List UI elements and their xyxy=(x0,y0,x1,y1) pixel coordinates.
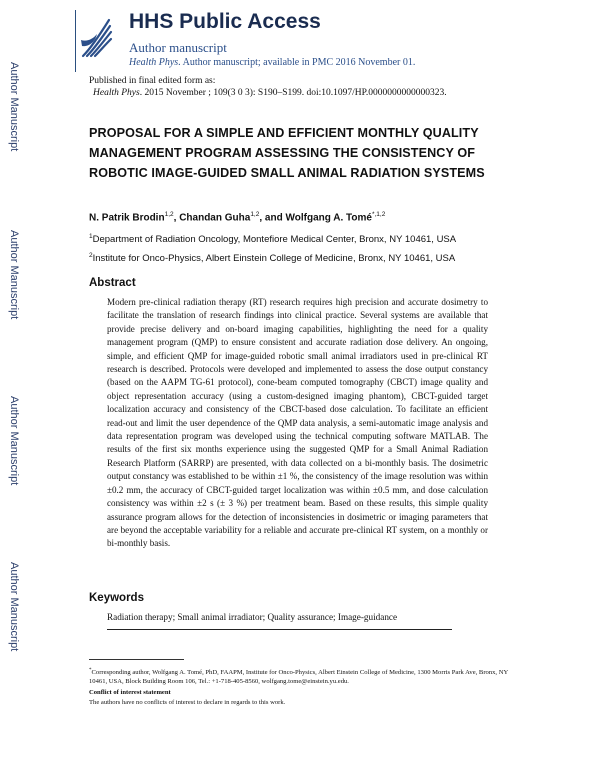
author-name: Chandan Guha xyxy=(179,212,251,224)
availability-line xyxy=(129,57,415,68)
affiliation-1 xyxy=(89,233,456,245)
author-affiliation-mark: 1,2 xyxy=(250,211,260,218)
hhs-public-access-title: HHS Public Access xyxy=(129,10,321,33)
author-manuscript-subtitle: Author manuscript xyxy=(129,40,227,55)
citation-journal: Health Phys xyxy=(93,88,140,98)
affiliation-text: Department of Radiation Oncology, Montefiore Medical Center, Bronx, NY 10461, USA xyxy=(92,234,457,246)
side-label-author-manuscript: Author Manuscript xyxy=(8,62,20,152)
affiliation-mark: 2 xyxy=(89,252,93,259)
availability-text: . Author manuscript; available in PMC 2016 November 01. xyxy=(178,57,416,68)
author-name: Wolfgang A. Tomé xyxy=(285,212,372,224)
author-name: N. Patrik Brodin xyxy=(89,212,165,224)
footnote-rule xyxy=(89,659,184,660)
citation-text: . 2015 November ; 109(3 0 3): S190–S199. doi:10.1097/HP.0000000000000323. xyxy=(139,88,447,98)
abstract-text: Modern pre-clinical radiation therapy (RT) research requires high precision and accurate dosimetry to facilitate the translation of research findings into clinical practice. Several systems are available that provide precise delivery and on-board imaging capabilities, highlighting the need for a quality management program (QMP) to ensure consistent and accurate radiation dose delivery. An ongoing, simple, and efficient QMP for image-guided robotic small animal irradiators used in pre-clinical RT research is described. Protocols were developed and implemented to assess the dose output constancy (based on the AAPM TG-61 protocol), cone-beam computed tomography (CBCT) image quality and object representation accuracy (using a custom-designed imaging phantom), CBCT-guided target localization accuracy and consistency of the CBCT-based dose calculation. To facilitate an efficient read-out and limit the user dependence of the QMP data analysis, a semi-automatic image analysis and data representation program was developed using the technical computing software MATLAB. The results of the first six months experience using the suggested QMP for a Small Animal Radiation Research Platform (SARRP) are presented, with data collected on a bi-monthly basis. The dosimetric output constancy was established to be within ±1 %, the consistency of the image resolution was within ±0.2 mm, the accuracy of CBCT-guided target localization was within ±0.5 mm, and dose calculation consistency was within ±2 s (± 3 %) per treatment beam. Based on these results, this simple quality assurance program allows for the detection of inconsistencies in dosimetric or imaging parameters that are beyond the acceptable variability for a reliable and accurate pre-clinical RT system, on a monthly or bi-monthly basis. xyxy=(107,297,488,549)
author-separator: , xyxy=(173,212,180,224)
affiliation-text: Institute for Onco-Physics, Albert Einstein College of Medicine, Bronx, NY 10461, USA xyxy=(92,253,456,265)
side-label-author-manuscript: Author Manuscript xyxy=(8,562,20,652)
keywords-text: Radiation therapy; Small animal irradiator; Quality assurance; Image-guidance xyxy=(107,612,398,622)
side-label-author-manuscript: Author Manuscript xyxy=(8,230,20,320)
citation-line xyxy=(93,88,447,98)
author-affiliation-mark: 1,2 xyxy=(164,211,174,218)
keywords-heading: Keywords xyxy=(89,592,144,604)
conflict-heading: Conflict of interest statement xyxy=(89,689,171,696)
author-affiliation-mark: *,1,2 xyxy=(371,211,386,218)
corresponding-author-footnote xyxy=(89,666,509,687)
affiliation-mark: 1 xyxy=(89,233,93,240)
side-label-author-manuscript: Author Manuscript xyxy=(8,396,20,486)
article-title: PROPOSAL FOR A SIMPLE AND EFFICIENT MONTHLY QUALITY MANAGEMENT PROGRAM ASSESSING THE CONSISTENCY OF ROBOTIC IMAGE-GUIDED SMALL ANIMAL RADIATION SYSTEMS xyxy=(89,126,485,180)
section-divider xyxy=(107,629,452,630)
abstract-heading: Abstract xyxy=(89,277,136,289)
hhs-eagle-logo-icon xyxy=(79,12,113,62)
affiliation-2 xyxy=(89,252,455,264)
journal-name: Health Phys xyxy=(129,57,179,68)
author-list xyxy=(89,211,385,223)
header-divider xyxy=(75,10,76,72)
footnote-mark: * xyxy=(89,668,92,673)
conflict-statement: The authors have no conflicts of interest to declare in regards to this work. xyxy=(89,699,286,706)
published-final-form: Published in final edited form as: xyxy=(89,76,216,86)
corresponding-author-text: Corresponding author, Wolfgang A. Tomé, PhD, FAAPM, Institute for Onco-Physics, Albert Einstein College of Medicine, 1300 Morris Park Ave, Bronx, NY 10461, USA, Block Building Room 106, Tel.: +1-718-405-8560, wolfgang.tome@einstein.yu.edu. xyxy=(89,669,508,686)
author-separator: , and xyxy=(259,212,286,224)
